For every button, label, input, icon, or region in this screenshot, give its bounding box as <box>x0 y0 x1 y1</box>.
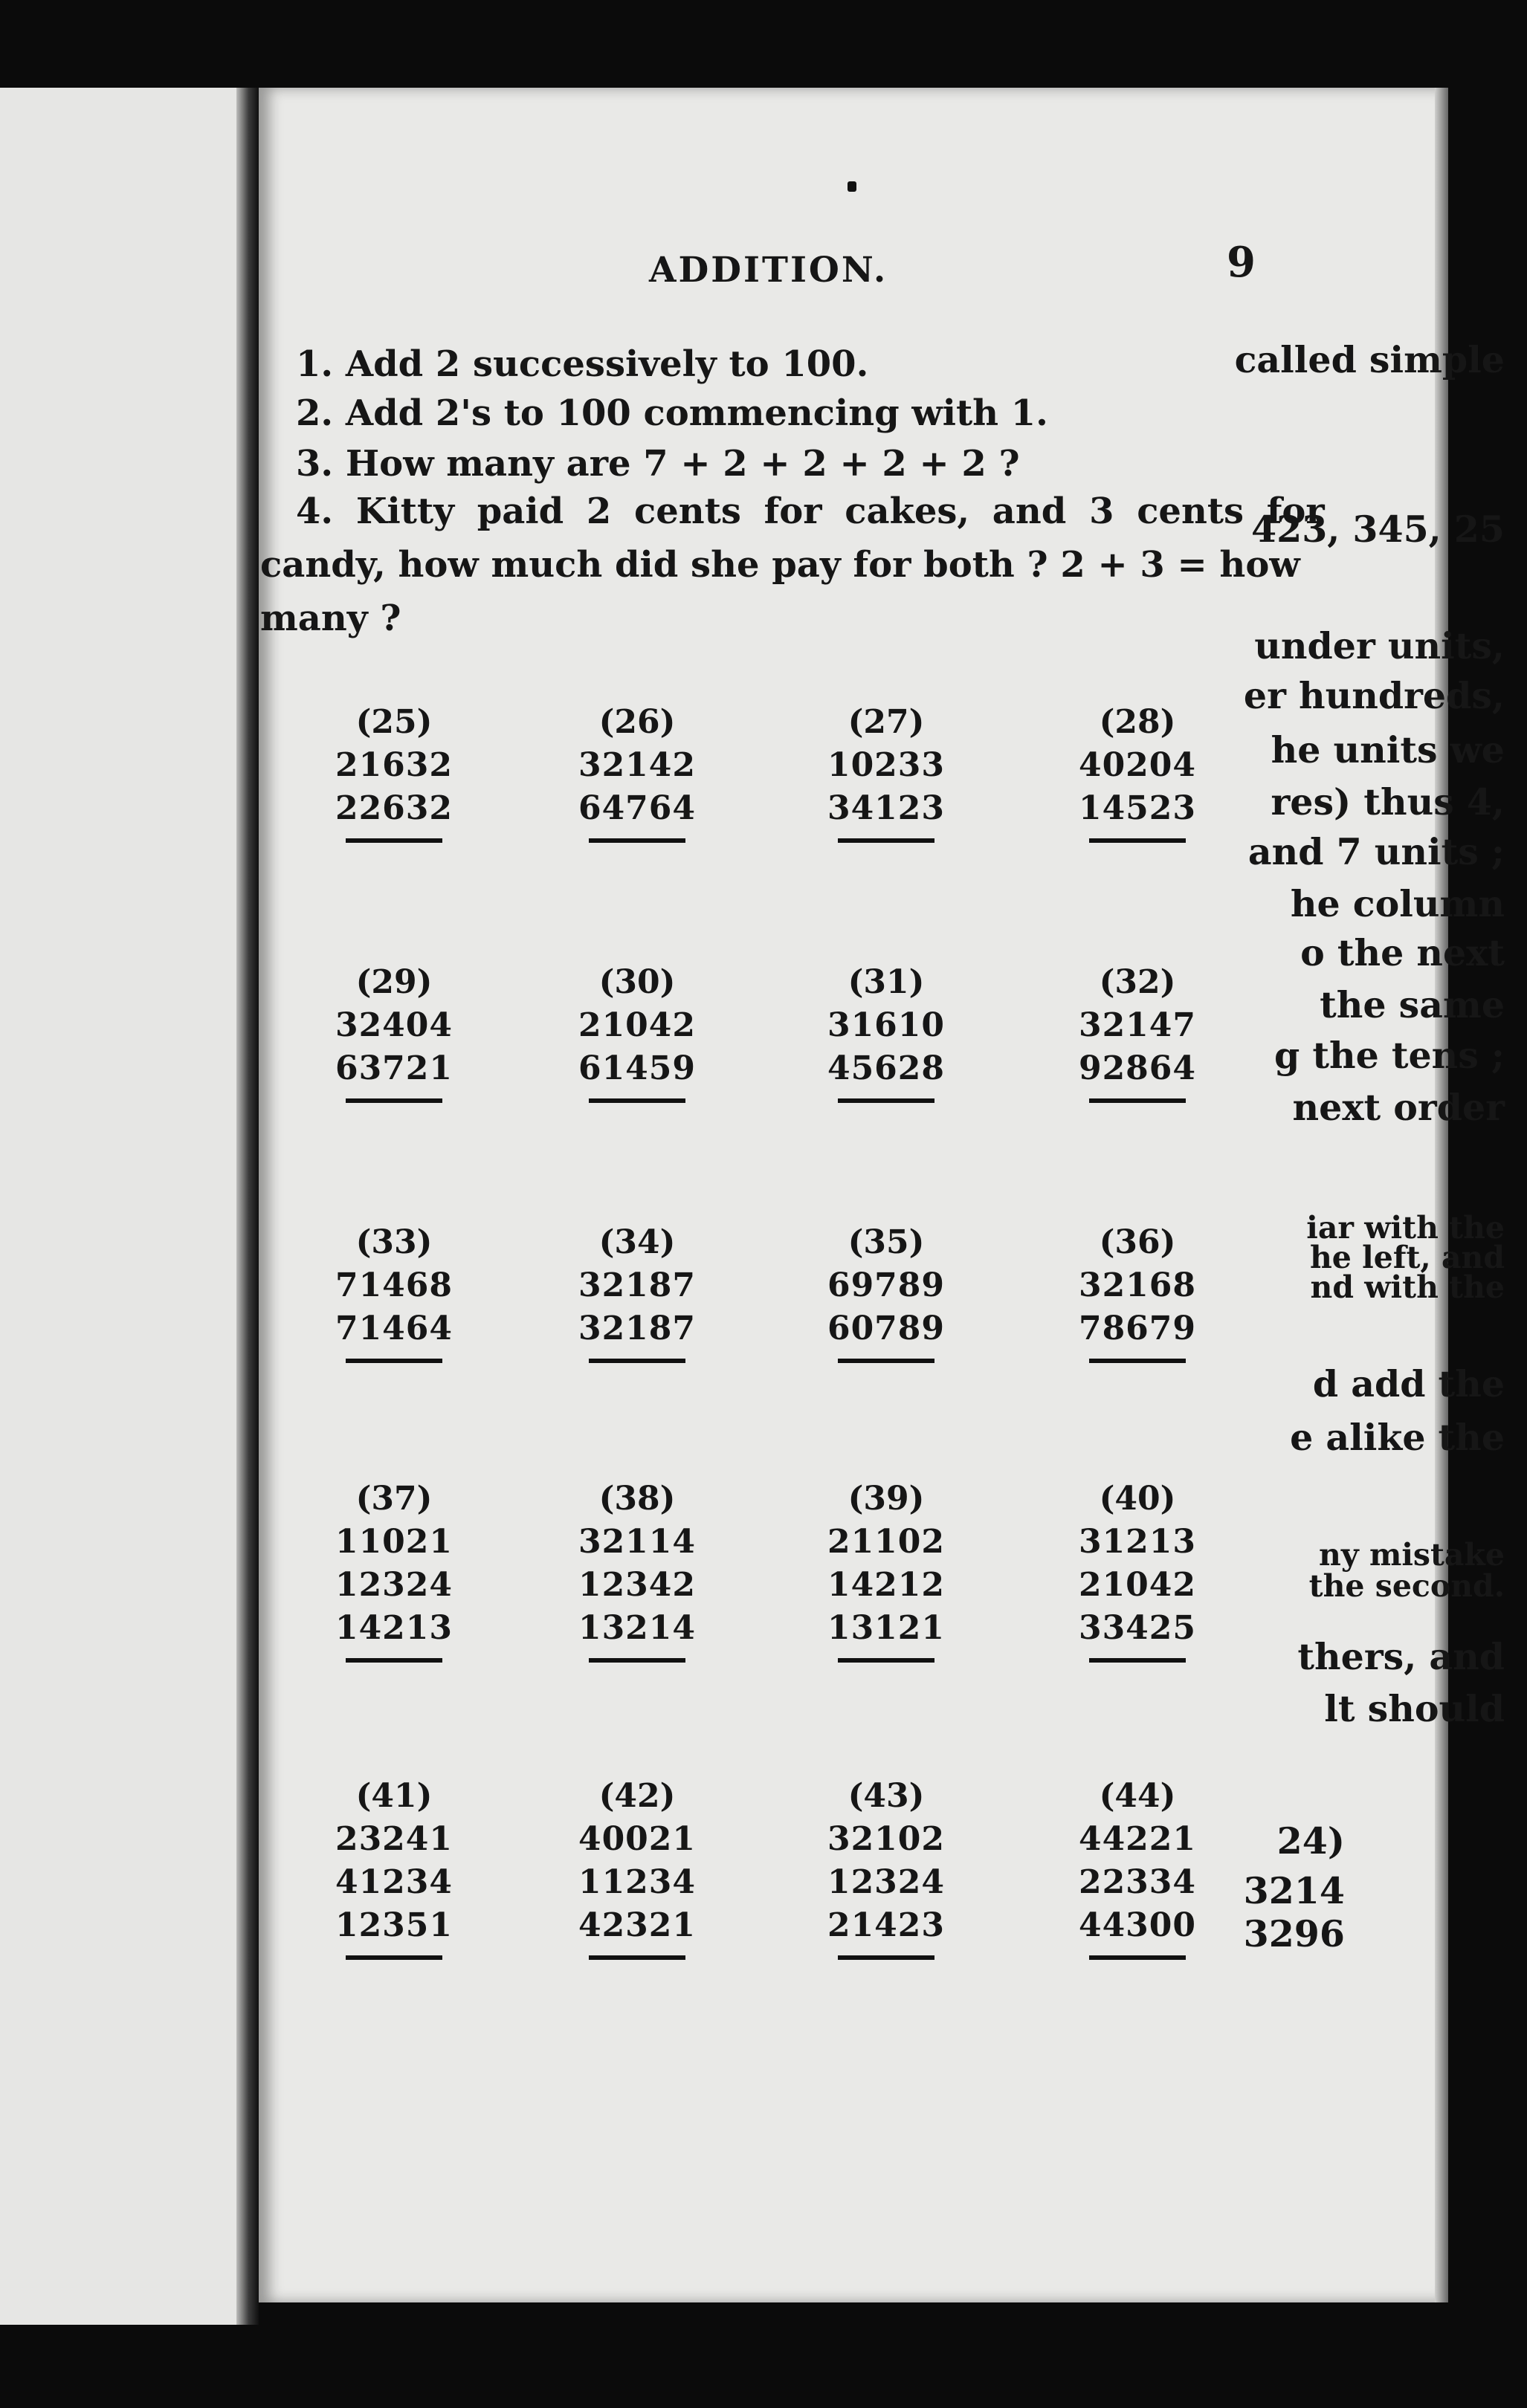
addition-problem <box>320 703 468 843</box>
problem-number: (41) <box>355 1777 433 1815</box>
addend: 32168 <box>1078 1266 1197 1304</box>
addition-problem <box>1063 1480 1212 1663</box>
addend: 61459 <box>578 1049 697 1087</box>
addend: 13214 <box>578 1609 697 1647</box>
sum-rule <box>589 1098 685 1103</box>
sum-rule <box>838 1955 934 1960</box>
addend: 32404 <box>335 1006 453 1044</box>
sum-rule <box>346 1658 442 1663</box>
problem-number: (30) <box>598 963 676 1001</box>
sum-rule <box>346 1955 442 1960</box>
sum-rule <box>1089 1359 1186 1363</box>
addition-problem <box>812 1777 961 1960</box>
problem-number: (31) <box>848 963 925 1001</box>
addend: 12342 <box>578 1566 697 1604</box>
addition-problem <box>563 1777 711 1960</box>
addend: 14523 <box>1078 789 1197 827</box>
sum-rule <box>838 1359 934 1363</box>
problem-number: (38) <box>598 1480 676 1518</box>
addition-problem <box>1063 1777 1212 1960</box>
left-line: he units we <box>1271 728 1505 771</box>
problem-number: (25) <box>355 703 433 741</box>
addend: 34123 <box>827 789 946 827</box>
sum-rule <box>346 1098 442 1103</box>
sum-rule <box>1089 1658 1186 1663</box>
problem-number: (29) <box>355 963 433 1001</box>
addend: 78679 <box>1078 1310 1197 1347</box>
problem-number: (37) <box>355 1480 433 1518</box>
left-line: the second. <box>1308 1568 1505 1604</box>
page-edge <box>1435 88 1448 2302</box>
problem-number: (32) <box>1099 963 1176 1001</box>
left-line: er hundreds, <box>1243 674 1505 717</box>
addend: 14212 <box>827 1566 946 1604</box>
problem-number: (33) <box>355 1223 433 1261</box>
exercise-item: 1. Add 2 successively to 100. <box>296 343 869 385</box>
addend: 21632 <box>335 746 453 784</box>
sum-rule <box>589 1658 685 1663</box>
problem-number: (28) <box>1099 703 1176 741</box>
problem-number: (42) <box>598 1777 676 1815</box>
sum-rule <box>346 1359 442 1363</box>
left-line: the same <box>1320 983 1505 1026</box>
addend: 22334 <box>1078 1863 1197 1901</box>
addend: 31610 <box>827 1006 946 1044</box>
sum-rule <box>838 1098 934 1103</box>
addition-problem <box>563 703 711 843</box>
addend: 60789 <box>827 1310 946 1347</box>
sum-rule <box>1089 1955 1186 1960</box>
addend: 12324 <box>335 1566 453 1604</box>
problem-number: (43) <box>848 1777 925 1815</box>
left-line: iar with the <box>1306 1210 1505 1246</box>
left-line: e alike the <box>1290 1416 1505 1459</box>
addend: 32102 <box>827 1820 946 1858</box>
left-line: called simple <box>1234 338 1505 381</box>
sum-rule <box>346 838 442 843</box>
addend: 71464 <box>335 1310 453 1347</box>
problem-number: (40) <box>1099 1480 1176 1518</box>
left-line: he left, and <box>1310 1240 1505 1275</box>
left-line: thers, and <box>1297 1635 1505 1678</box>
left-line: under units, <box>1254 624 1505 667</box>
addition-problem <box>1063 703 1212 843</box>
addend: 32187 <box>578 1266 697 1304</box>
addend: 40021 <box>578 1820 697 1858</box>
addition-problem <box>563 1480 711 1663</box>
addition-problem <box>1063 963 1212 1103</box>
addend: 32142 <box>578 746 697 784</box>
addend: 69789 <box>827 1266 946 1304</box>
addition-problem <box>1063 1223 1212 1363</box>
addend: 64764 <box>578 789 697 827</box>
sum-rule <box>589 838 685 843</box>
running-head: ADDITION. <box>649 250 888 291</box>
addend: 14213 <box>335 1609 453 1647</box>
sum-rule <box>1089 838 1186 843</box>
left-page <box>0 88 254 2325</box>
addition-problem <box>320 963 468 1103</box>
addition-problem <box>320 1223 468 1363</box>
exercise-item: 2. Add 2's to 100 commencing with 1. <box>296 392 1048 434</box>
problem-number: (36) <box>1099 1223 1176 1261</box>
addition-problem <box>320 1480 468 1663</box>
addend: 31213 <box>1078 1523 1197 1561</box>
addition-problem <box>812 1223 961 1363</box>
addend: 40204 <box>1078 746 1197 784</box>
left-line: 423, 345, 25 <box>1251 508 1505 551</box>
sum-rule <box>838 838 934 843</box>
addition-problem <box>320 1777 468 1960</box>
addend: 45628 <box>827 1049 946 1087</box>
addend: 11021 <box>335 1523 453 1561</box>
printer-mark <box>848 181 856 192</box>
sum-rule <box>589 1359 685 1363</box>
exercise-item: many ? <box>260 598 401 639</box>
book-gutter <box>236 88 259 2325</box>
addend: 44221 <box>1078 1820 1197 1858</box>
sum-rule <box>838 1658 934 1663</box>
addend: 92864 <box>1078 1049 1197 1087</box>
sum-rule <box>589 1955 685 1960</box>
addend: 10233 <box>827 746 946 784</box>
left-line: 24) <box>1276 1819 1345 1862</box>
left-line: o the next <box>1300 931 1505 974</box>
exercise-item: candy, how much did she pay for both ? 2 + 3 = how <box>260 544 1300 586</box>
left-line: nd with the <box>1310 1269 1505 1305</box>
addend: 71468 <box>335 1266 453 1304</box>
problem-number: (34) <box>598 1223 676 1261</box>
addend: 32147 <box>1078 1006 1197 1044</box>
addition-problem <box>812 703 961 843</box>
addend: 13121 <box>827 1609 946 1647</box>
left-line: ny mistake <box>1319 1537 1505 1573</box>
problem-number: (44) <box>1099 1777 1176 1815</box>
addition-problem <box>812 1480 961 1663</box>
left-line: g the tens ; <box>1274 1034 1505 1077</box>
page-number: 9 <box>1227 238 1256 287</box>
left-line: 3214 <box>1243 1869 1345 1912</box>
problem-number: (39) <box>848 1480 925 1518</box>
left-line: next order <box>1292 1086 1505 1129</box>
addend: 12351 <box>335 1906 453 1944</box>
left-line: and 7 units ; <box>1247 830 1505 873</box>
problem-number: (27) <box>848 703 925 741</box>
left-line: lt should <box>1324 1687 1505 1730</box>
addend: 12324 <box>827 1863 946 1901</box>
addend: 21042 <box>1078 1566 1197 1604</box>
left-line: 3296 <box>1243 1912 1345 1955</box>
addend: 21102 <box>827 1523 946 1561</box>
addend: 22632 <box>335 789 453 827</box>
addend: 42321 <box>578 1906 697 1944</box>
exercise-item: 3. How many are 7 + 2 + 2 + 2 + 2 ? <box>296 443 1020 485</box>
addition-problem <box>563 963 711 1103</box>
left-line: res) thus 4, <box>1271 780 1505 823</box>
addend: 32114 <box>578 1523 697 1561</box>
addend: 23241 <box>335 1820 453 1858</box>
sum-rule <box>1089 1098 1186 1103</box>
addend: 11234 <box>578 1863 697 1901</box>
addend: 63721 <box>335 1049 453 1087</box>
addend: 33425 <box>1078 1609 1197 1647</box>
exercise-item: 4. Kitty paid 2 cents for cakes, and 3 cents for <box>296 491 1325 532</box>
addend: 21423 <box>827 1906 946 1944</box>
addition-problem <box>563 1223 711 1363</box>
addend: 41234 <box>335 1863 453 1901</box>
problem-number: (35) <box>848 1223 925 1261</box>
addend: 21042 <box>578 1006 697 1044</box>
addend: 44300 <box>1078 1906 1197 1944</box>
left-line: d add the <box>1312 1362 1505 1405</box>
addend: 32187 <box>578 1310 697 1347</box>
left-line: he column <box>1290 882 1505 925</box>
problem-number: (26) <box>598 703 676 741</box>
addition-problem <box>812 963 961 1103</box>
